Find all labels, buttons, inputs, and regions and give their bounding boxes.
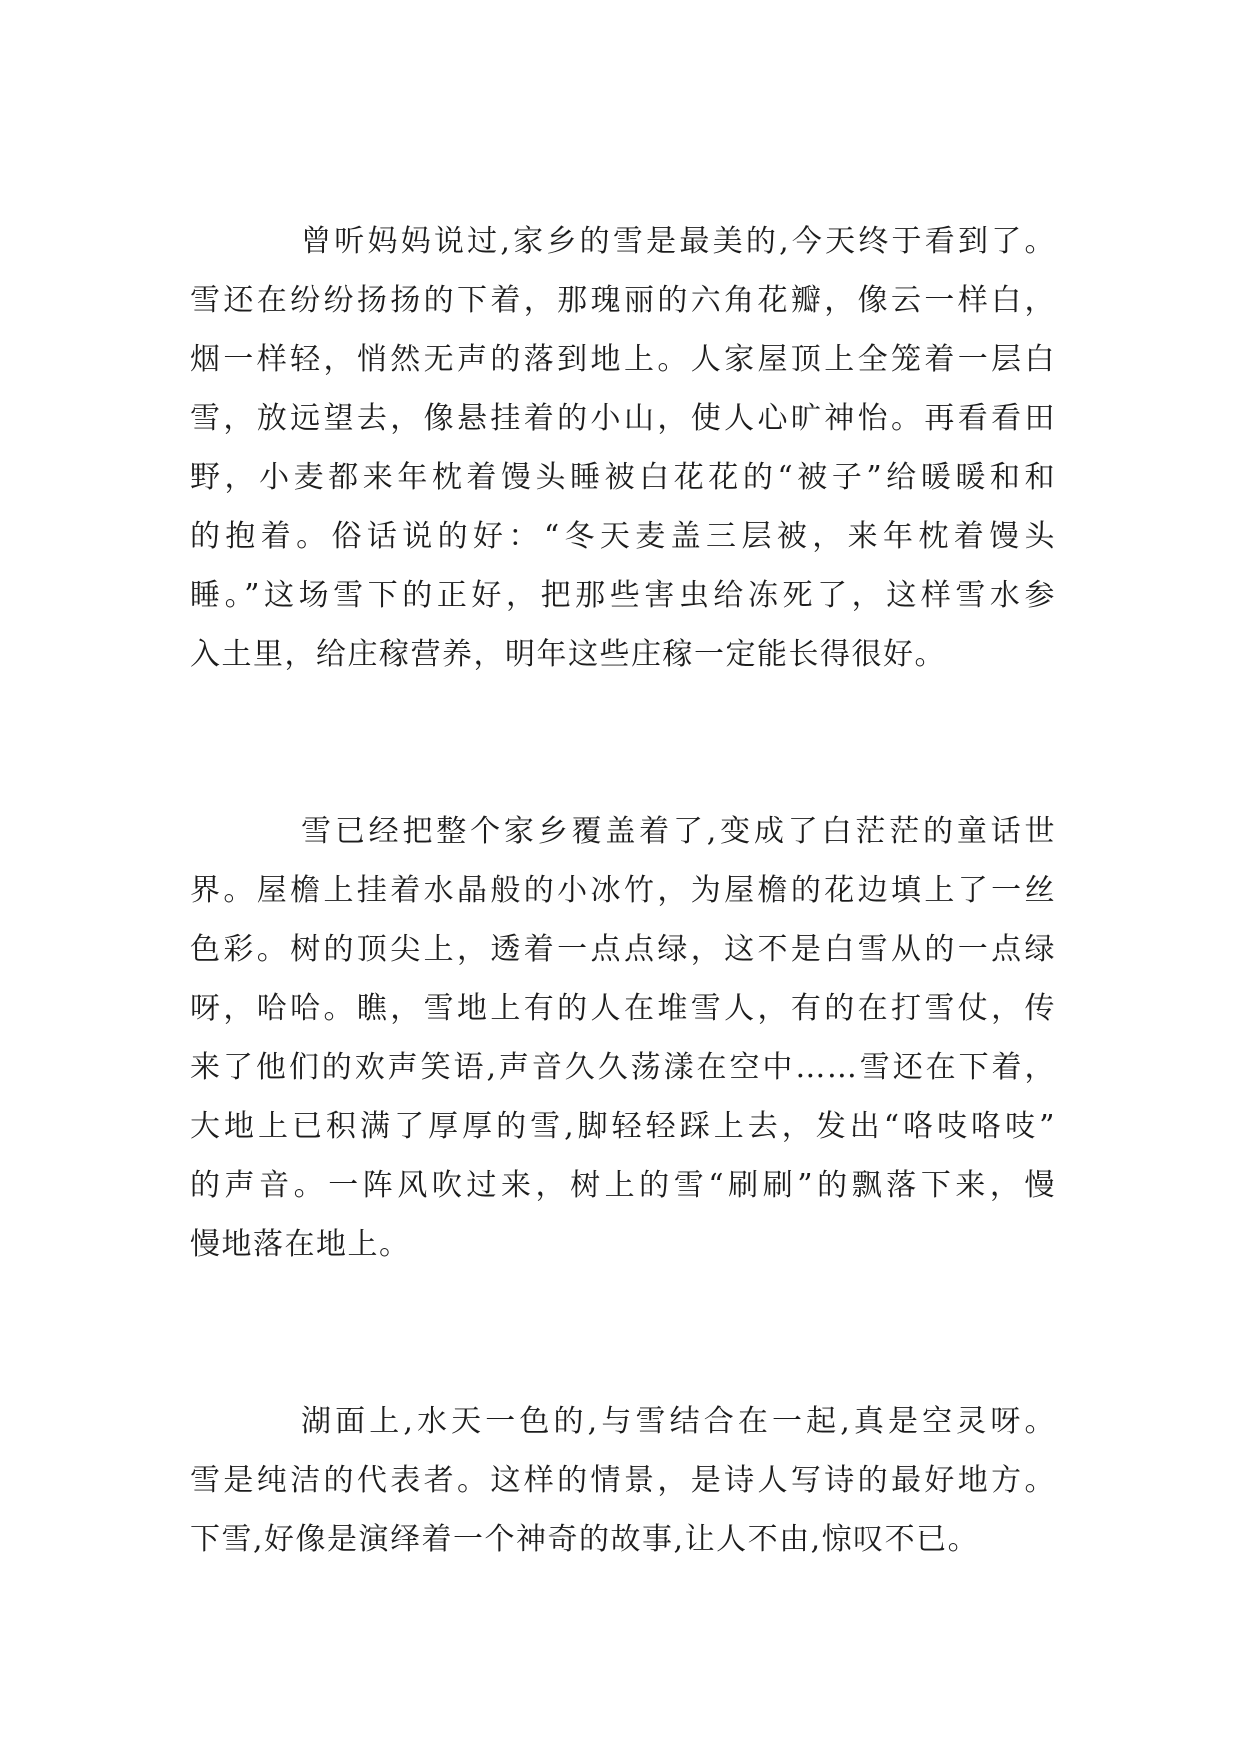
paragraph-line: 慢地落在地上。 [190,1227,411,1262]
paragraph-line: 来了他们的欢声笑语,声音久久荡漾在空中……雪还在下着， [190,1050,1056,1085]
paragraph-line: 色彩。树的顶尖上，透着一点点绿，这不是白雪从的一点绿 [190,932,1056,967]
paragraph-line: 曾听妈妈说过,家乡的雪是最美的,今天终于看到了。 [301,224,1056,259]
paragraph-line: 烟一样轻，悄然无声的落到地上。人家屋顶上全笼着一层白 [190,342,1056,377]
paragraph-line: 雪已经把整个家乡覆盖着了,变成了白茫茫的童话世 [301,814,1056,849]
paragraph-3 [190,1392,1056,1569]
paragraph-line: 下雪,好像是演绎着一个神奇的故事,让人不由,惊叹不已。 [190,1522,980,1557]
paragraph-line: 湖面上,水天一色的,与雪结合在一起,真是空灵呀。 [301,1404,1056,1439]
paragraph-line: 的声音。一阵风吹过来，树上的雪“刷刷”的飘落下来，慢 [190,1168,1056,1203]
paragraph-2 [190,802,1056,1274]
paragraph-line: 大地上已积满了厚厚的雪,脚轻轻踩上去，发出“咯吱咯吱” [190,1109,1056,1144]
paragraph-1 [190,212,1056,684]
paragraph-line: 雪，放远望去，像悬挂着的小山，使人心旷神怡。再看看田 [190,401,1056,436]
paragraph-line: 的抱着。俗话说的好：“冬天麦盖三层被，来年枕着馒头 [190,519,1056,554]
paragraph-line: 雪还在纷纷扬扬的下着，那瑰丽的六角花瓣，像云一样白， [190,283,1056,318]
paragraph-line: 呀，哈哈。瞧，雪地上有的人在堆雪人，有的在打雪仗，传 [190,991,1056,1026]
paragraph-line: 入土里，给庄稼营养，明年这些庄稼一定能长得很好。 [190,637,946,672]
document-body [190,212,1056,1569]
paragraph-line: 界。屋檐上挂着水晶般的小冰竹，为屋檐的花边填上了一丝 [190,873,1056,908]
paragraph-line: 野，小麦都来年枕着馒头睡被白花花的“被子”给暖暖和和 [190,460,1056,495]
paragraph-line: 睡。”这场雪下的正好，把那些害虫给冻死了，这样雪水参 [190,578,1056,613]
paragraph-line: 雪是纯洁的代表者。这样的情景，是诗人写诗的最好地方。 [190,1463,1056,1498]
